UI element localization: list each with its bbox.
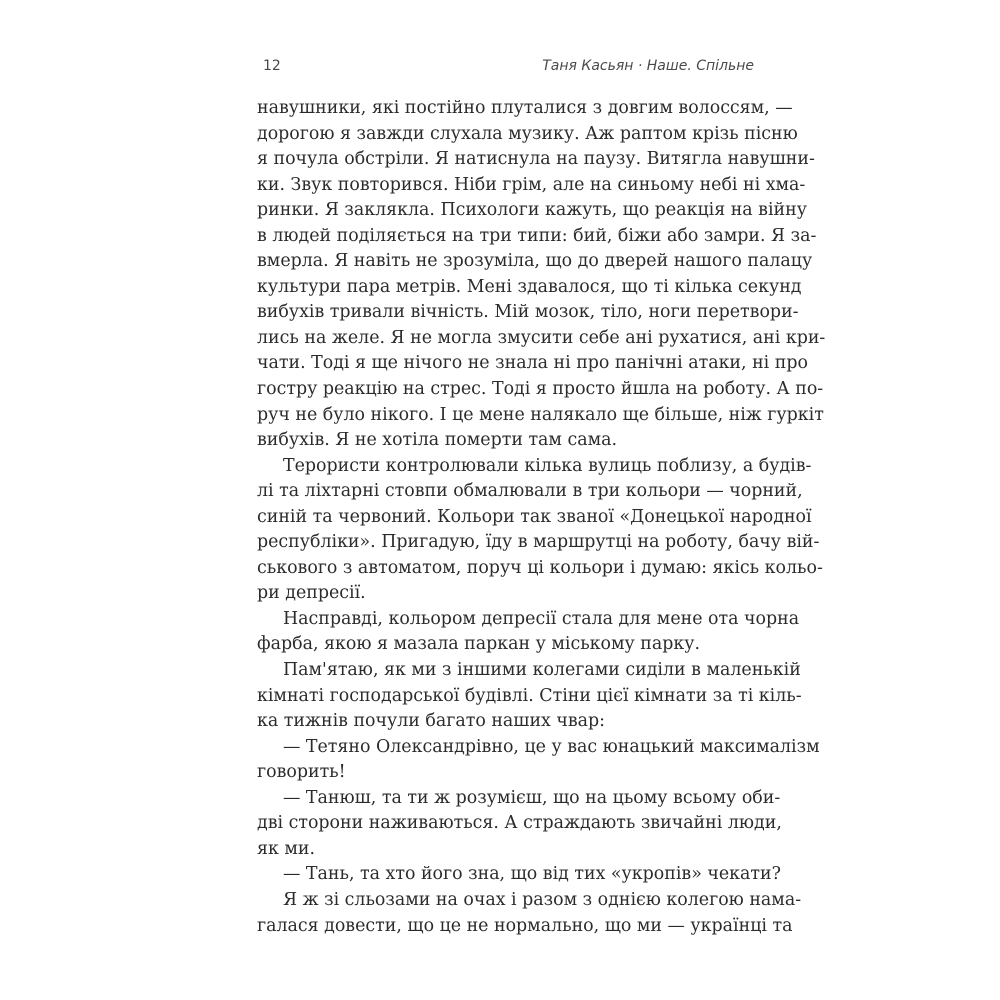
- text-line: — Танюш, та ти ж розумієш, що на цьому всьому оби-: [283, 787, 781, 808]
- running-title: Таня Касьян · Наше. Спільне: [542, 58, 754, 74]
- text-line: ри депресії.: [257, 583, 366, 604]
- text-line: Насправді, кольором депресії стала для мене ота чорна: [283, 608, 800, 629]
- text-line: дві сторони наживаються. А страждають звичайні люди,: [257, 813, 782, 834]
- text-line: синій та червоний. Кольори так званої «Донецької народної: [257, 506, 812, 527]
- text-line: дорогою я завжди слухала музику. Аж раптом крізь пісню: [257, 123, 798, 144]
- page-number: 12: [263, 58, 281, 74]
- text-line: руч не було нікого. І це мене налякало ще більше, ніж гуркіт: [257, 404, 824, 425]
- body-text: [257, 96, 826, 939]
- text-line: фарба, якою я мазала паркан у міському парку.: [257, 634, 701, 655]
- text-line: навушники, які постійно плуталися з довгим волоссям, —: [257, 98, 793, 118]
- text-line: — Тань, та хто його зна, що від тих «укропів» чекати?: [283, 864, 781, 885]
- text-line: я почула обстріли. Я натиснула на паузу. Витягла навушни-: [257, 149, 815, 170]
- text-line: Терористи контролювали кілька вулиць поблизу, а будів-: [283, 455, 812, 476]
- text-line: лі та ліхтарні стовпи обмалювали в три кольори — чорний,: [257, 481, 803, 502]
- text-line: республіки». Пригадую, їду в маршрутці на роботу, бачу вій-: [257, 532, 820, 553]
- text-line: ка тижнів почули багато наших чвар:: [257, 711, 606, 732]
- text-line: — Тетяно Олександрівно, це у вас юнацький максималізм: [283, 736, 820, 757]
- text-line: говорить!: [257, 762, 346, 783]
- text-line: в людей поділяється на три типи: бий, біжи або замри. Я за-: [257, 225, 817, 246]
- text-line: вибухів тривали вічність. Мій мозок, тіло, ноги перетвори-: [257, 302, 799, 323]
- page-header: [257, 58, 754, 82]
- text-line: галася довести, що це не нормально, що ми — українці та: [257, 915, 793, 936]
- text-line: кімнаті господарської будівлі. Стіни цієї кімнати за ті кіль-: [257, 685, 802, 706]
- text-line: як ми.: [257, 838, 316, 859]
- text-line: культури пара метрів. Мені здавалося, що ті кілька секунд: [257, 276, 802, 297]
- text-line: Пам'ятаю, як ми з іншими колегами сиділи в маленькій: [283, 660, 801, 681]
- text-line: ськового з автоматом, поруч ці кольори і думаю: якісь кольо-: [257, 557, 823, 578]
- text-line: лись на желе. Я не могла змусити себе ані рухатися, ані кри-: [257, 327, 826, 348]
- text-line: Я ж зі сльозами на очах і разом з однією колегою нама-: [283, 889, 802, 910]
- text-line: чати. Тоді я ще нічого не знала ні про панічні атаки, ні про: [257, 353, 808, 374]
- text-line: гостру реакцію на стрес. Тоді я просто йшла на роботу. А по-: [257, 379, 824, 400]
- text-line: вмерла. Я навіть не зрозуміла, що до дверей нашого палацу: [257, 251, 813, 272]
- text-line: ки. Звук повторився. Ніби грім, але на синьому небі ні хма-: [257, 174, 806, 195]
- text-line: ринки. Я заклякла. Психологи кажуть, що реакція на війну: [257, 200, 807, 221]
- text-line: вибухів. Я не хотіла померти там сама.: [257, 430, 618, 451]
